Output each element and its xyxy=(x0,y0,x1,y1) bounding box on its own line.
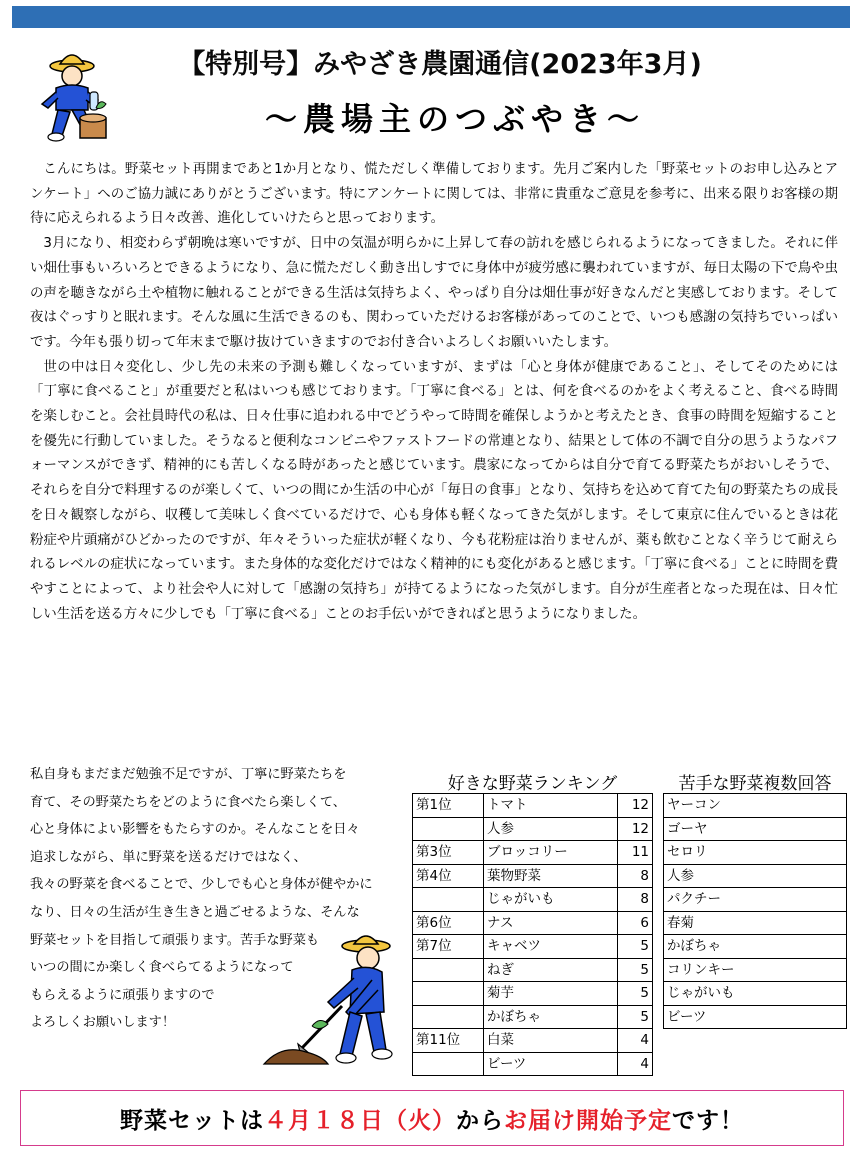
ranking-row xyxy=(413,1029,653,1053)
banner-highlight: お届け開始予定 xyxy=(504,1107,672,1134)
disliked-row xyxy=(664,1005,847,1029)
rank-cell xyxy=(413,888,484,912)
vegetable-cell: ビーツ xyxy=(664,1005,847,1029)
ranking-title: 好きな野菜ランキング xyxy=(447,774,618,794)
farmer-sitting-illustration xyxy=(36,48,114,144)
rank-cell: 第11位 xyxy=(413,1029,484,1053)
disliked-row xyxy=(664,794,847,818)
vegetable-cell: かぼちゃ xyxy=(664,935,847,959)
rank-cell: 第6位 xyxy=(413,911,484,935)
count-cell: 5 xyxy=(618,982,653,1006)
article-body xyxy=(30,158,838,627)
disliked-row xyxy=(664,888,847,912)
vegetable-cell: ナス xyxy=(484,911,618,935)
count-cell: 8 xyxy=(618,864,653,888)
disliked-title: 苦手な野菜複数回答 xyxy=(678,774,832,794)
count-cell: 4 xyxy=(618,1052,653,1076)
delivery-banner xyxy=(20,1090,844,1146)
closing-line: よろしくお願いします！ xyxy=(30,1015,176,1031)
ranking-row xyxy=(413,794,653,818)
banner-date: ４月１８日（火） xyxy=(264,1107,456,1134)
ranking-row xyxy=(413,982,653,1006)
vegetable-cell: じゃがいも xyxy=(664,982,847,1006)
rank-cell: 第7位 xyxy=(413,935,484,959)
count-cell: 11 xyxy=(618,841,653,865)
count-cell: 5 xyxy=(618,1005,653,1029)
closing-line: 育て、その野菜たちをどのように食べたら楽しくて、 xyxy=(30,794,346,810)
rank-cell xyxy=(413,1005,484,1029)
banner-text: から xyxy=(456,1107,504,1134)
count-cell: 4 xyxy=(618,1029,653,1053)
vegetable-cell: ねぎ xyxy=(484,958,618,982)
paragraph: 世の中は日々変化し、少し先の未来の予測も難しくなっていますが、まずは「心と身体が健康であること」、そしてそのためには「丁寧に食べること」が重要だと私はいつも感じております。「丁寧に食べる」とは、何を食べるのかをよく考えること、食べる時間を楽しむこと。会社員時代の私は、日々仕事に追われる中でどうやって時間を確保しようかと考えたとき、食事の時間を短縮することを優先に行動していました。そうなると便利なコンビニやファストフードの常連となり、結果として体の不調で自分の思うようなパフォーマンスができず、精神的にも苦しくなる時があったと感じています。農家になってからは自分で育てる野菜たちがおいしそうで、それらを自分で料理するのが楽しくて、いつの間にか生活の中心が「毎日の食事」となり、気持ちを込めて育てた旬の野菜たちの成長を日々観察しながら、収穫して美味しく食べているだけで、心も身体も軽くなってきた気がします。そして東京に住んでいるときは花粉症や片頭痛がひどかったのですが、年々そういった症状が軽くなり、今も花粉症は治りませんが、薬も飲むことなく辛うじて耐えられるレベルの症状になっています。また身体的な変化だけではなく精神的にも変化があると感じます。「丁寧に食べる」ことに時間を費やすことによって、より社会や人に対して「感謝の気持ち」が持てるようになった気がします。自分が生産者となった現在は、日々忙しい生活を送る方々に少しでも「丁寧に食べる」ことのお手伝いができればと思うようになりました。 xyxy=(30,359,838,622)
rank-cell xyxy=(413,982,484,1006)
rank-cell xyxy=(413,1052,484,1076)
closing-line: 私自身もまだまだ勉強不足ですが、丁寧に野菜たちを xyxy=(30,767,347,782)
paragraph: こんにちは。野菜セット再開まであと1か月となり、慌ただしく準備しております。先月ご案内した「野菜セットのお申し込みとアンケート」へのご協力誠にありがとうございます。特にアンケートに関しては、非常に貴重なご意見を参考に、出来る限りお客様の期待に応えられるよう日々改善、進化していけたらと思っております。 xyxy=(30,162,838,227)
disliked-row xyxy=(664,935,847,959)
vegetable-cell: じゃがいも xyxy=(484,888,618,912)
count-cell: 12 xyxy=(618,817,653,841)
count-cell: 5 xyxy=(618,935,653,959)
count-cell: 6 xyxy=(618,911,653,935)
count-cell: 5 xyxy=(618,958,653,982)
ranking-row xyxy=(413,1052,653,1076)
ranking-row xyxy=(413,841,653,865)
disliked-row xyxy=(664,911,847,935)
vegetable-cell: ゴーヤ xyxy=(664,817,847,841)
vegetable-cell: ビーツ xyxy=(484,1052,618,1076)
disliked-table xyxy=(663,793,847,1029)
ranking-row xyxy=(413,935,653,959)
ranking-table xyxy=(412,793,653,1076)
ranking-row xyxy=(413,1005,653,1029)
ranking-row xyxy=(413,864,653,888)
vegetable-cell: トマト xyxy=(484,794,618,818)
vegetable-cell: 人参 xyxy=(484,817,618,841)
page-subtitle: ～農場主のつぶやき～ xyxy=(264,100,645,138)
disliked-row xyxy=(664,864,847,888)
ranking-row xyxy=(413,958,653,982)
vegetable-cell: 人参 xyxy=(664,864,847,888)
vegetable-cell: パクチー xyxy=(664,888,847,912)
vegetable-cell: キャベツ xyxy=(484,935,618,959)
disliked-row xyxy=(664,841,847,865)
closing-line: 野菜セットを目指して頑張ります。苦手な野菜も xyxy=(30,932,320,948)
closing-line: もらえるように頑張りますので xyxy=(30,987,215,1003)
disliked-row xyxy=(664,982,847,1006)
vegetable-cell: 春菊 xyxy=(664,911,847,935)
vegetable-cell: 白菜 xyxy=(484,1029,618,1053)
closing-line: 追求しながら、単に野菜を送るだけではなく、 xyxy=(30,849,307,865)
farmer-digging-illustration xyxy=(262,932,402,1068)
banner-text: 野菜セットは xyxy=(120,1107,264,1134)
vegetable-cell: 葉物野菜 xyxy=(484,864,618,888)
ranking-row xyxy=(413,911,653,935)
rank-cell: 第1位 xyxy=(413,794,484,818)
vegetable-cell: セロリ xyxy=(664,841,847,865)
rank-cell xyxy=(413,817,484,841)
rank-cell: 第3位 xyxy=(413,841,484,865)
disliked-row xyxy=(664,958,847,982)
vegetable-cell: ヤーコン xyxy=(664,794,847,818)
closing-line: 心と身体によい影響をもたらすのか。そんなことを日々 xyxy=(30,822,360,838)
count-cell: 12 xyxy=(618,794,653,818)
page-title: 【特別号】みやざき農園通信(2023年3月) xyxy=(178,49,702,80)
top-color-bar xyxy=(12,6,850,28)
paragraph: 3月になり、相変わらず朝晩は寒いですが、日中の気温が明らかに上昇して春の訪れを感じられるようになってきました。それに伴い畑仕事もいろいろとできるようになり、急に慌ただしく動き出しすでに身体中が疲労感に襲われていますが、毎日太陽の下で鳥や虫の声を聴きながら土や植物に触れることができる生活は気持ちよく、やっぱり自分は畑仕事が好きなんだと実感しております。そして夜はぐっすりと眠れます。そんな風に生活できるのも、関わっていただけるお客様があってのことで、いつも感謝の気持ちでいっぱいです。今年も張り切って年末まで駆け抜けていきますのでお付き合いよろしくお願いいたします。 xyxy=(30,236,838,350)
ranking-row xyxy=(413,888,653,912)
vegetable-cell: かぼちゃ xyxy=(484,1005,618,1029)
rank-cell: 第4位 xyxy=(413,864,484,888)
closing-line: 我々の野菜を食べることで、少しでも心と身体が健やかに xyxy=(30,877,373,893)
vegetable-cell: 菊芋 xyxy=(484,982,618,1006)
closing-line: なり、日々の生活が生き生きと過ごせるような、そんな xyxy=(30,904,360,920)
rank-cell xyxy=(413,958,484,982)
disliked-row xyxy=(664,817,847,841)
count-cell: 8 xyxy=(618,888,653,912)
banner-text: です！ xyxy=(672,1107,744,1134)
vegetable-cell: コリンキー xyxy=(664,958,847,982)
vegetable-cell: ブロッコリー xyxy=(484,841,618,865)
ranking-row xyxy=(413,817,653,841)
closing-line: いつの間にか楽しく食べらてるようになって xyxy=(30,960,294,976)
